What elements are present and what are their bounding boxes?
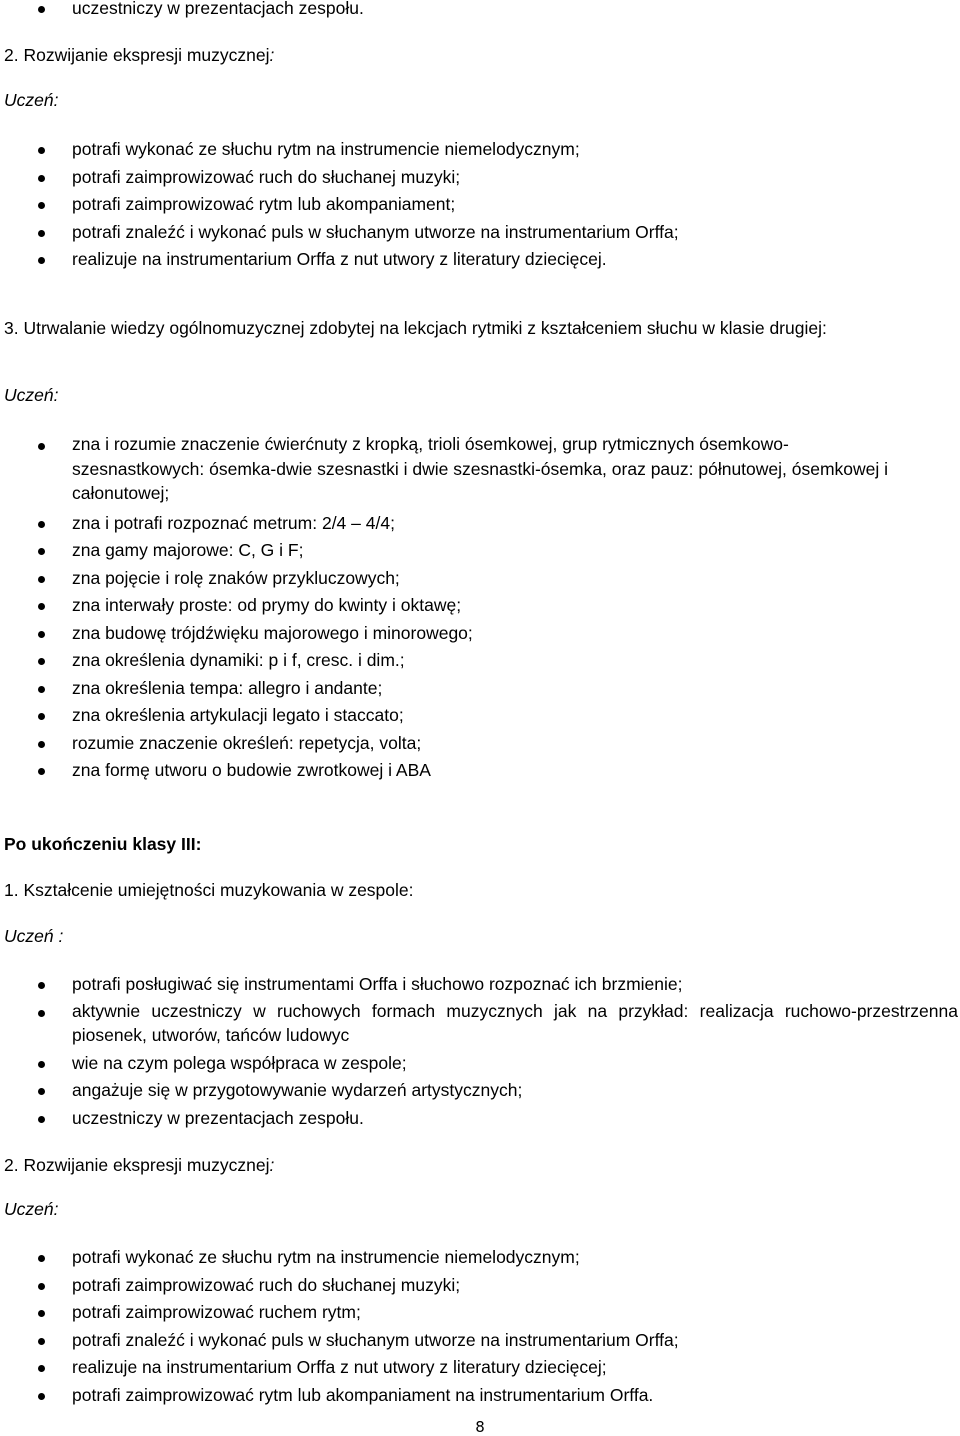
list-item: angażuje się w przygotowywanie wydarzeń artystycznych; [0, 1077, 960, 1105]
list-item: zna formę utworu o budowie zwrotkowej i ABA [0, 757, 960, 785]
student-label: Uczeń: [4, 385, 59, 405]
list-item: zna pojęcie i rolę znaków przykluczowych; [0, 565, 960, 593]
section-heading: 1. Kształcenie umiejętności muzykowania w zespole: [4, 880, 414, 900]
list-item: rozumie znaczenie określeń: repetycja, volta; [0, 730, 960, 758]
student-label: Uczeń: [4, 90, 59, 110]
list-item: realizuje na instrumentarium Orffa z nut utwory z literatury dziecięcej. [0, 246, 960, 274]
top-list [0, 0, 960, 23]
student-label: Uczeń : [4, 926, 64, 946]
list-item: zna określenia tempa: allegro i andante; [0, 675, 960, 703]
list-item: potrafi zaimprowizować rytm lub akompaniament; [0, 191, 960, 219]
page-number: 8 [475, 1418, 485, 1436]
list-item: aktywnie uczestniczy w ruchowych formach muzycznych jak na przykład: realizacja ruchowo-przestrzenna piosenek, utworów, tańców ludowyc [0, 999, 960, 1048]
list-item: realizuje na instrumentarium Orffa z nut utwory z literatury dziecięcej; [0, 1354, 960, 1382]
student-label: Uczeń: [4, 1199, 59, 1219]
list-item: potrafi zaimprowizować ruchem rytm; [0, 1299, 960, 1327]
list-item: zna określenia artykulacji legato i staccato; [0, 702, 960, 730]
list-item: zna budowę trójdźwięku majorowego i minorowego; [0, 620, 960, 648]
list-item: zna i potrafi rozpoznać metrum: 2/4 – 4/4; [0, 510, 960, 538]
section-heading: 3. Utrwalanie wiedzy ogólnomuzycznej zdobytej na lekcjach rytmiki z kształceniem słuchu w klasie drugiej: [4, 318, 827, 338]
list-item: uczestniczy w prezentacjach zespołu. [0, 1105, 960, 1133]
list-item: zna gamy majorowe: C, G i F; [0, 537, 960, 565]
heading-colon: : [269, 45, 275, 65]
list-item: potrafi zaimprowizować ruch do słuchanej muzyki; [0, 164, 960, 192]
class3-section-1-list [0, 971, 960, 1132]
list-item: zna i rozumie znaczenie ćwierćnuty z kropką, trioli ósemkowej, grup rytmicznych ósemkowo-szesnastkowych: ósemka-dwie szesnastki i dwie szesnastki-ósemka, oraz pauz: półnutowej, ósemkowej i całonutowej; [0, 432, 960, 506]
list-item: potrafi wykonać ze słuchu rytm na instrumencie niemelodycznym; [0, 136, 960, 164]
section-heading-text: 2. Rozwijanie ekspresji muzycznej [4, 45, 270, 65]
section-3-list [0, 432, 960, 785]
list-item: wie na czym polega współpraca w zespole; [0, 1050, 960, 1078]
section-heading [4, 45, 956, 66]
class-heading: Po ukończeniu klasy III: [4, 834, 202, 854]
class3-section-2-list [0, 1244, 960, 1409]
list-item: potrafi znaleźć i wykonać puls w słuchanym utworze na instrumentarium Orffa; [0, 219, 960, 247]
list-item: potrafi zaimprowizować rytm lub akompaniament na instrumentarium Orffa. [0, 1382, 960, 1410]
list-item: zna interwały proste: od prymy do kwinty i oktawę; [0, 592, 960, 620]
section-2-list [0, 136, 960, 274]
list-item: uczestniczy w prezentacjach zespołu. [0, 0, 960, 23]
list-item: potrafi znaleźć i wykonać puls w słuchanym utworze na instrumentarium Orffa; [0, 1327, 960, 1355]
heading-colon: : [269, 1155, 275, 1175]
section-heading [4, 1155, 956, 1176]
section-heading-text: 2. Rozwijanie ekspresji muzycznej [4, 1155, 270, 1175]
list-item: potrafi posługiwać się instrumentami Orffa i słuchowo rozpoznać ich brzmienie; [0, 971, 960, 999]
list-item: zna określenia dynamiki: p i f, cresc. i dim.; [0, 647, 960, 675]
list-item: potrafi wykonać ze słuchu rytm na instrumencie niemelodycznym; [0, 1244, 960, 1272]
list-item: potrafi zaimprowizować ruch do słuchanej muzyki; [0, 1272, 960, 1300]
